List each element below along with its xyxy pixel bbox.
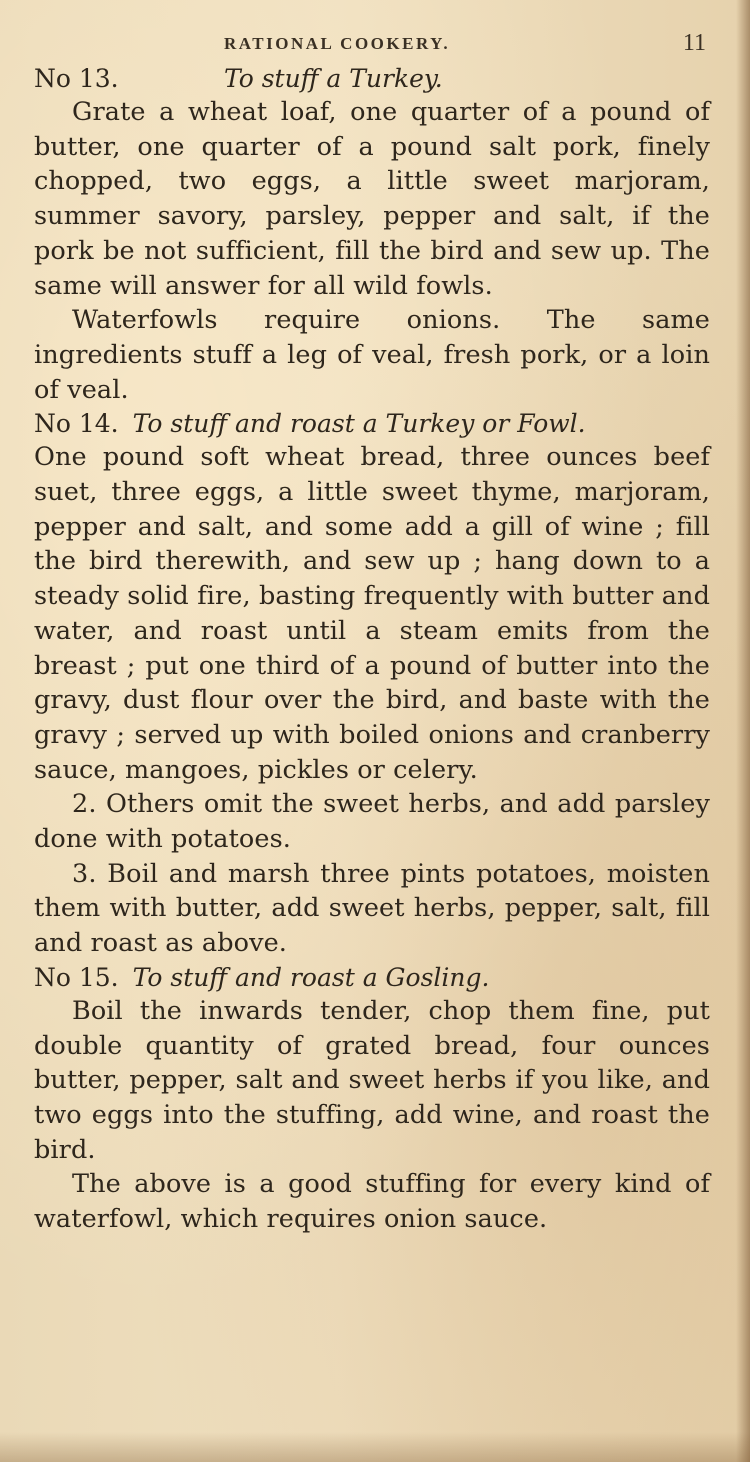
running-title: RATIONAL COOKERY. [224,34,451,53]
page-edge-shadow [736,0,750,1462]
recipe-14 [34,407,710,961]
recipe-number: No 14. [34,409,119,439]
recipe-number: No 15. [34,962,119,992]
recipe-heading [34,961,710,994]
recipe-paragraph: Boil the inwards tender, chop them fine, put double quantity of grated bread, four ounces butter, pepper, salt and sweet herbs if you like, and two eggs into the stuffing, add wine, and roast the bird. [34,995,710,1165]
recipe-paragraph: One pound soft wheat bread, three ounces beef suet, three eggs, a little sweet thyme, marjoram, pepper and salt, and some add a gill of wine ; fill the bird therewith, and sew up ; hang down to a steady solid fire, basting frequently with butter and water, and roast until a steam emits from the breast ; put one third of a pound of butter into the gravy, dust flour over the bird, and baste with the gravy ; served up with boiled onions and cranberry sauce, mangoes, pickles or celery. [34,442,710,785]
recipe-paragraph: 2. Others omit the sweet herbs, and add parsley done with potatoes. [34,789,710,855]
recipe-title: To stuff and roast a Gosling. [132,962,490,992]
page-number: 11 [682,30,706,56]
recipe-paragraph: Waterfowls require onions. The same ingredients stuff a leg of veal, fresh pork, or a loin of veal. [34,305,710,405]
page-bottom-shadow [0,1432,750,1462]
recipe-title: To stuff and roast a Turkey or Fowl. [132,409,586,439]
recipe-15 [34,961,710,1237]
recipe-paragraph: Grate a wheat loaf, one quarter of a pound of butter, one quarter of a pound salt pork, finely chopped, two eggs, a little sweet marjoram, summer savory, parsley, pepper and salt, if the pork be not sufficient, fill the bird and sew up. The same will answer for all wild fowls. [34,97,710,301]
recipe-heading [34,407,710,440]
recipe-number: No 13. [34,64,119,93]
recipe-13 [34,62,710,407]
recipe-title: To stuff a Turkey. [224,64,443,93]
recipe-paragraph: The above is a good stuffing for every kind of waterfowl, which requires onion sauce. [34,1169,710,1235]
recipe-paragraph: 3. Boil and marsh three pints potatoes, moisten them with butter, add sweet herbs, pepper, salt, fill and roast as above. [34,858,710,959]
recipe-heading [34,62,710,95]
running-head [34,30,710,56]
